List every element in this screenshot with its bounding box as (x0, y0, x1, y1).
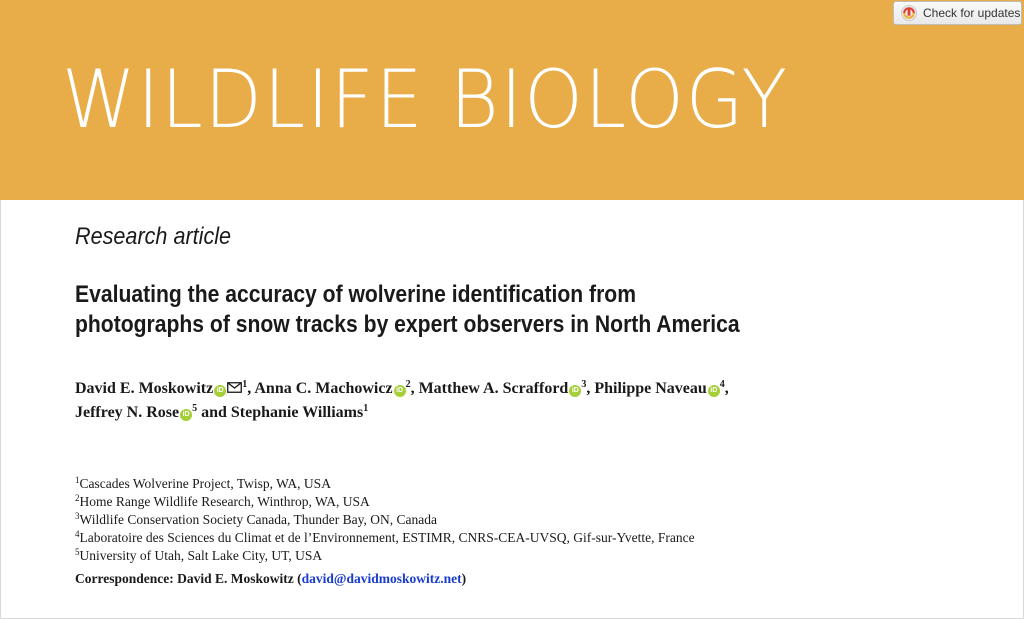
affiliation-ref: 5 (192, 403, 198, 414)
affiliation-item: $^1$Cascades Wolverine Project, Twisp, WA, USA (75, 475, 331, 491)
correspondence-label: Correspondence: (75, 571, 174, 586)
correspondence-name: David E. Moskowitz (177, 571, 294, 586)
affiliation-ref: 2 (405, 379, 411, 390)
journal-title: WILDLIFE BIOLOGY (62, 53, 789, 146)
article-title-line-2: photographs of snow tracks by expert observers in North America (75, 311, 740, 338)
affiliation-item: $^5$University of Utah, Salt Lake City, UT, USA (75, 547, 323, 563)
article-title (75, 280, 779, 340)
affiliation-ref: 1 (363, 403, 369, 414)
author-name: Anna C. Machowicz (254, 380, 393, 397)
correspondence: Correspondence: David E. Moskowitz (david@davidmoskowitz.net) (75, 571, 467, 586)
author-list: David E. Moskowitz $iD^1$, Anna C. Machowicz $iD^2$, Matthew A. Scrafford $iD^3$, Philippe Naveau $iD^4$, Jeffrey N. Rose $iD^5$ and Stephanie Williams$^1$ (75, 379, 729, 421)
author (231, 404, 368, 421)
authors-joiner: and (201, 404, 227, 421)
orcid-icon[interactable]: iD (708, 385, 720, 397)
affiliation-ref: 1 (242, 379, 248, 390)
article-type: Research article (75, 223, 232, 250)
affiliation-item: $^3$Wildlife Conservation Society Canada, Thunder Bay, ON, Canada (75, 511, 437, 527)
orcid-icon[interactable]: iD (569, 385, 581, 397)
affiliation-ref: 4 (719, 379, 725, 390)
author-name: Stephanie Williams (230, 404, 364, 421)
affiliation-item: $^2$Home Range Wildlife Research, Winthrop, WA, USA (75, 493, 370, 509)
author-name: Matthew A. Scrafford (418, 380, 569, 397)
author (254, 380, 410, 397)
check-updates-icon (901, 5, 917, 21)
author (75, 404, 197, 421)
orcid-icon[interactable]: iD (394, 385, 406, 397)
check-for-updates-button[interactable] (893, 1, 1022, 25)
author (75, 380, 247, 397)
orcid-icon[interactable]: iD (214, 385, 226, 397)
article-title-line-1: Evaluating the accuracy of wolverine identification from (75, 281, 636, 308)
author-name: David E. Moskowitz (75, 380, 214, 397)
mail-icon[interactable] (227, 382, 242, 393)
author (594, 380, 724, 397)
affiliation-ref: 3 (581, 379, 587, 390)
journal-banner (0, 0, 1024, 200)
affiliations (75, 475, 955, 565)
author-name: Philippe Naveau (594, 380, 707, 397)
orcid-icon[interactable]: iD (180, 409, 192, 421)
author (419, 380, 587, 397)
author-name: Jeffrey N. Rose (75, 404, 180, 421)
affiliation-item: $^4$Laboratoire des Sciences du Climat et de l’Environnement, ESTIMR, CNRS-CEA-UVSQ, Gif-sur-Yvette, France (75, 529, 695, 545)
check-for-updates-label: Check for updates (923, 6, 1021, 20)
correspondence-email-link[interactable]: david@davidmoskowitz.net (301, 571, 462, 586)
